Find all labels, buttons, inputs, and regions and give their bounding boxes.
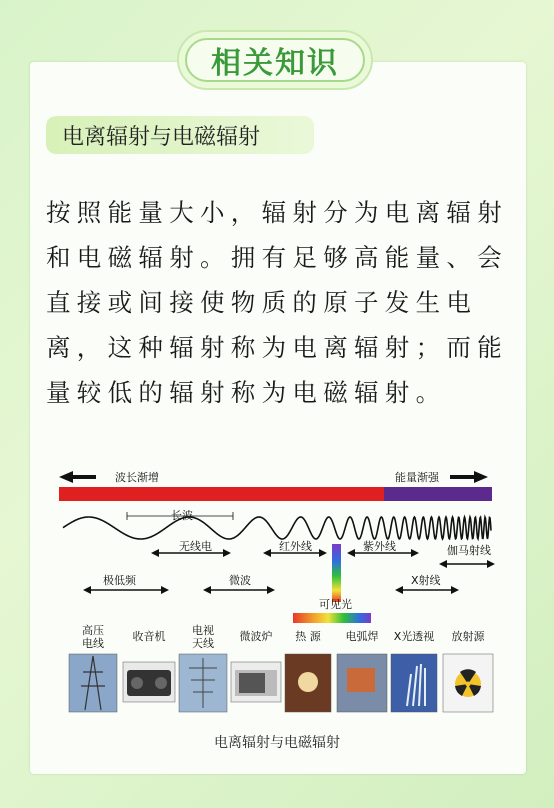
badge-title: 相关知识	[211, 46, 339, 81]
source-label-4-0: 热 源	[295, 630, 321, 643]
source-label-6-0: X光透视	[393, 630, 435, 643]
em-spectrum-figure	[55, 450, 497, 718]
topic-badge-inner	[185, 38, 365, 82]
energy-label: 能量渐强	[395, 471, 439, 484]
body-paragraph: 按照能量大小，辐射分为电离辐射和电磁辐射。拥有足够高能量、会直接或间接使物质的原子发生电离，这种辐射称为电离辐射；而能量较低的辐射称为电磁辐射。	[46, 198, 508, 407]
source-photos	[69, 654, 493, 712]
source-label-1-0: 收音机	[132, 630, 166, 643]
figure-caption: 电离辐射与电磁辐射	[214, 735, 340, 751]
band-gamma-label: 伽马射线	[447, 544, 491, 557]
band-xray-label: X射线	[411, 574, 441, 587]
band-xray	[395, 573, 459, 594]
band-microwave	[203, 573, 275, 594]
source-label-3-0: 微波炉	[239, 630, 273, 643]
visible-band	[332, 544, 341, 602]
wavelength-label: 波长渐增	[115, 471, 159, 484]
band-elf	[83, 573, 169, 594]
left-arrow-icon	[59, 471, 73, 483]
band-radio-label: 无线电	[179, 540, 212, 553]
section-title-text: 电离辐射与电磁辐射	[62, 124, 261, 150]
visible-label: 可见光	[319, 598, 352, 611]
band-infrared	[263, 539, 327, 557]
left-arrow-shaft	[72, 475, 96, 479]
long-wave-label: 长波	[171, 509, 193, 522]
source-label-7-0: 放射源	[451, 630, 485, 643]
source-label-2-0: 电视	[192, 624, 214, 637]
bar-purple	[384, 487, 492, 501]
wave-curve	[63, 517, 491, 539]
source-label-2-1: 天线	[192, 637, 214, 650]
topic-badge	[177, 30, 373, 90]
photo-power-lines	[69, 654, 117, 712]
band-gamma	[439, 543, 495, 568]
band-infrared-label: 红外线	[279, 540, 312, 553]
visible-spectrum-bar	[293, 613, 371, 623]
band-ultraviolet	[347, 539, 419, 557]
band-ultraviolet-label: 紫外线	[363, 540, 396, 553]
band-microwave-label: 微波	[229, 574, 251, 587]
band-radio	[151, 539, 231, 557]
source-label-0-0: 高压	[82, 624, 104, 637]
right-arrow-icon	[474, 471, 488, 483]
right-arrow-shaft	[450, 475, 474, 479]
source-label-0-1: 电线	[82, 637, 104, 650]
section-title	[46, 116, 314, 154]
bar-red	[59, 487, 384, 501]
source-label-5-0: 电弧焊	[345, 630, 379, 643]
band-elf-label: 极低频	[103, 574, 136, 587]
